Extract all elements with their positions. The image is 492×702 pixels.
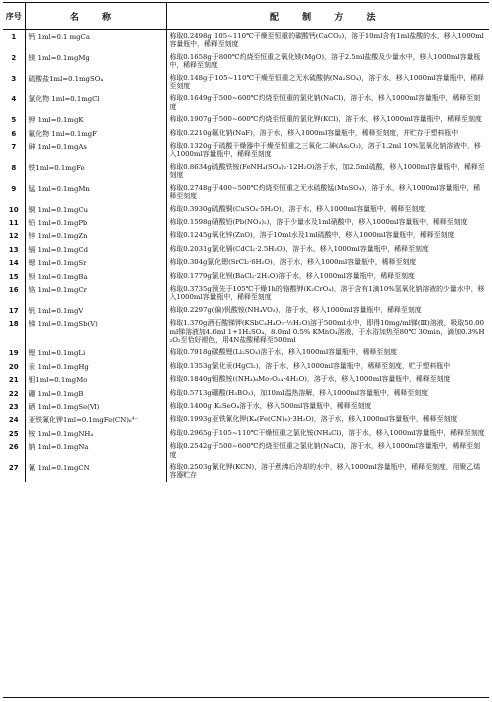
row-preparation-method: 称取0.1400g K₂SeO₄溶于水，移入500ml容量瓶中，稀释至刻度 bbox=[166, 400, 489, 413]
table-row bbox=[3, 92, 489, 113]
table-row bbox=[3, 304, 489, 317]
row-preparation-method: 称取0.304g氯化锶(SrCl₂·6H₂O)，溶于水，移入1000ml容量瓶中，稀释至刻度 bbox=[166, 256, 489, 269]
row-solution-name: 铁1ml=0.1mgFe bbox=[25, 161, 166, 182]
table-row bbox=[3, 317, 489, 346]
row-solution-name: 汞 1ml=0.1mgHg bbox=[25, 360, 166, 373]
row-preparation-method: 称取0.2210g氟化钠(NaF)，溶于水，移入1000ml容量瓶中，稀释至刻度，并贮存于塑料瓶中 bbox=[166, 127, 489, 140]
table-row bbox=[3, 243, 489, 256]
row-solution-name: 锑 1ml=0.1mgSb(Ⅴ) bbox=[25, 317, 166, 346]
header-index: 序号 bbox=[3, 3, 25, 30]
row-preparation-method: 称取0.1649g于500~600℃灼烧至恒重的氯化钠(NaCl)，溶于水，移入1000ml容量瓶中，稀释至刻度 bbox=[166, 92, 489, 113]
table-row bbox=[3, 30, 489, 51]
row-index: 23 bbox=[8, 403, 19, 411]
row-preparation-method: 称取0.2965g于105~110℃干燥恒重之氯化铵(NH₄Cl)，溶于水，移入1000ml容量瓶中，稀释至刻度 bbox=[166, 427, 489, 440]
row-index: 5 bbox=[11, 116, 17, 125]
row-solution-name: 钡 1ml=0.1mgBa bbox=[25, 270, 166, 283]
row-index: 26 bbox=[8, 443, 19, 452]
row-solution-name: 钾 1ml=0.1mgK bbox=[25, 113, 166, 126]
table-row bbox=[3, 182, 489, 203]
table-row bbox=[3, 229, 489, 242]
table-row bbox=[3, 127, 489, 140]
row-preparation-method: 称取0.3930g硫酸铜(CuSO₄·5H₂O)，溶于水，移入1000ml容量瓶中，稀释至刻度 bbox=[166, 203, 489, 216]
row-solution-name: 铜 1ml=0.1mgCu bbox=[25, 203, 166, 216]
table-body bbox=[3, 30, 489, 482]
row-preparation-method: 称取0.1320g于硫酸干燥器中干燥至恒重之三氧化二砷(As₂O₃)，溶于1.2ml 10%氢氧化钠溶液中，移入1000ml容量瓶中，稀释至刻度 bbox=[166, 140, 489, 161]
standard-solutions-table-page bbox=[3, 2, 489, 698]
row-preparation-method: 称取0.1993g亚铁氰化钾(K₄(Fe(CN)₆)·3H₂O)，溶于水，移入1000ml容量瓶中，稀释至刻度 bbox=[166, 413, 489, 426]
row-solution-name: 氯化物 1ml=0.1mgCl bbox=[25, 92, 166, 113]
table-row bbox=[3, 400, 489, 413]
row-index: 10 bbox=[8, 205, 19, 214]
table-row bbox=[3, 113, 489, 126]
table-row bbox=[3, 373, 489, 386]
row-solution-name: 铬 1ml=0.1mgCr bbox=[25, 283, 166, 304]
table-row bbox=[3, 270, 489, 283]
row-solution-name: 钙 1ml=0.1 mgCa bbox=[25, 30, 166, 51]
row-index: 16 bbox=[8, 285, 19, 294]
row-solution-name: 镁 1ml=0.1mgMg bbox=[25, 51, 166, 72]
row-solution-name: 铵 1ml=0.1mgNH₄ bbox=[25, 427, 166, 440]
row-solution-name: 锂 1ml=0.1mgLi bbox=[25, 346, 166, 359]
row-preparation-method: 称取0.7918g碳酸锂(Li₂SO₄)溶于水，移入1000ml容量瓶中，稀释至刻度 bbox=[166, 346, 489, 359]
row-preparation-method: 称取0.1779g氯化钡(BaCl₂·2H₂O)溶于水，移入1000ml容量瓶中，稀释至刻度 bbox=[166, 270, 489, 283]
row-index: 14 bbox=[8, 259, 19, 268]
row-index: 15 bbox=[8, 272, 19, 281]
row-solution-name: 锰 1ml=0.1mgMn bbox=[25, 182, 166, 203]
row-index: 1 bbox=[11, 33, 17, 41]
table-row bbox=[3, 140, 489, 161]
table-row bbox=[3, 461, 489, 482]
row-preparation-method: 称取0.2503g氰化钾(KCN)，溶于煮沸后冷却的水中，移入1000ml容量瓶中，稀释至刻度，用聚乙烯容器贮存 bbox=[166, 461, 489, 482]
table-row bbox=[3, 346, 489, 359]
row-preparation-method: 称取0.2542g于500~600℃灼烧至恒重之氯化钠(NaCl)，溶于水，移入1000ml容量瓶中，稀释至刻度 bbox=[166, 440, 489, 461]
row-preparation-method: 称取0.5713g硼酸(H₃BO₃)，加10ml温热溶解，移入1000ml容量瓶中，稀释至刻度 bbox=[166, 387, 489, 400]
row-solution-name: 砷 1ml=0.1mgAs bbox=[25, 140, 166, 161]
table-row bbox=[3, 360, 489, 373]
row-index: 7 bbox=[11, 143, 17, 152]
row-solution-name: 钒 1ml=0.1mgV bbox=[25, 304, 166, 317]
row-solution-name: 铅 1ml=0.1mgPb bbox=[25, 216, 166, 229]
row-index: 9 bbox=[11, 184, 17, 193]
row-index: 17 bbox=[8, 306, 19, 315]
row-solution-name: 氰 1ml=0.1mgCN bbox=[25, 461, 166, 482]
row-solution-name: 钠 1ml=0.1mgNa bbox=[25, 440, 166, 461]
row-index: 25 bbox=[8, 429, 19, 438]
row-preparation-method: 称取0.1598g硝酸铅(Pb(NO₃)₂)，溶于少量水及1ml硝酸中，移入1000ml容量瓶中，稀释至刻度 bbox=[166, 216, 489, 229]
table-row bbox=[3, 216, 489, 229]
table-row bbox=[3, 256, 489, 269]
row-solution-name: 硼 1ml=0.1mgB bbox=[25, 387, 166, 400]
table-row bbox=[3, 387, 489, 400]
row-index: 27 bbox=[8, 464, 19, 473]
row-preparation-method: 称取0.1907g于500~600℃灼烧至恒重的氯化钾(KCl)，溶于水，移入1000ml容量瓶中，稀释至刻度 bbox=[166, 113, 489, 126]
table-row bbox=[3, 51, 489, 72]
row-preparation-method: 称取0.8634g硫酸铁铵(FeNH₄(SO₄)₂·12H₂O)溶于水，加2.5ml硫酸，移入1000ml容量瓶中，稀释至刻度 bbox=[166, 161, 489, 182]
row-index: 3 bbox=[11, 74, 17, 83]
table-header bbox=[3, 3, 489, 30]
row-preparation-method: 称取1.370g酒石酸锑钾(KSbC₄H₄O₇·½H₂O)溶于500ml水中，即得10mg/ml锑(Ⅲ)溶液，吸取50.00ml锑溶液加4.6ml 1+1H₂SO₄，8.0ml 0.5% KMnO₄溶液，于水浴加热至80℃ 30min，滴加0.3%H₂O₂至恰好褪色，用4N盐酸稀释至500ml bbox=[166, 317, 489, 346]
row-index: 6 bbox=[11, 129, 17, 138]
row-index: 20 bbox=[8, 362, 19, 371]
row-solution-name: 锌 1ml=0.1mgZn bbox=[25, 229, 166, 242]
row-solution-name: 锶 1ml=0.1mgSr bbox=[25, 256, 166, 269]
table-row bbox=[3, 203, 489, 216]
row-preparation-method: 称取0.3735g预先于105℃干燥1h的铬酸钾(K₂CrO₄)，溶于含有1滴10%氢氧化钠溶液的少量水中，移入1000ml容量瓶中，稀释至刻度 bbox=[166, 283, 489, 304]
table-row bbox=[3, 413, 489, 426]
row-index: 18 bbox=[8, 320, 19, 329]
row-index: 24 bbox=[8, 416, 19, 425]
standard-solutions-table bbox=[3, 3, 489, 482]
row-preparation-method: 称取0.1353g氯化汞(HgCl₂)，溶于水，移入1000ml容量瓶中，稀释至刻度，贮于塑料瓶中 bbox=[166, 360, 489, 373]
header-method: 配 制 方 法 bbox=[166, 3, 489, 30]
row-preparation-method: 称取0.1840g钼酸铵((NH₄)₆Mo₇O₂₄·4H₂O)，溶于水，移入1000ml容量瓶中，稀释至刻度 bbox=[166, 373, 489, 386]
row-solution-name: 镉 1ml=0.1mgCd bbox=[25, 243, 166, 256]
row-index: 19 bbox=[8, 349, 19, 358]
row-index: 22 bbox=[8, 389, 19, 398]
row-preparation-method: 称取0.148g于105~110℃干燥至恒重之无水硫酸钠(Na₂SO₄)，溶于水，移入1000ml容量瓶中，稀释至刻度 bbox=[166, 72, 489, 93]
row-solution-name: 硒 1ml=0.1mgSe(Ⅵ) bbox=[25, 400, 166, 413]
row-preparation-method: 称取0.2297g(偏)钒酸铵(NH₄VO₃)，溶于水，移入1000ml容量瓶中，稀释至刻度 bbox=[166, 304, 489, 317]
table-row bbox=[3, 440, 489, 461]
row-index: 12 bbox=[8, 232, 19, 241]
row-index: 8 bbox=[11, 163, 17, 172]
header-name: 名 称 bbox=[25, 3, 166, 30]
table-row bbox=[3, 161, 489, 182]
row-solution-name: 钼1ml=0.1mgMo bbox=[25, 373, 166, 386]
row-index: 11 bbox=[8, 218, 19, 227]
row-preparation-method: 称取0.1245g氧化锌(ZnO)，溶于10ml水及1ml硫酸中，移入1000ml容量瓶中，稀释至刻度 bbox=[166, 229, 489, 242]
row-index: 13 bbox=[8, 245, 19, 254]
row-solution-name: 氟化物 1ml=0.1mgF bbox=[25, 127, 166, 140]
row-index: 2 bbox=[11, 53, 17, 62]
table-row bbox=[3, 427, 489, 440]
header-row bbox=[3, 3, 489, 30]
row-preparation-method: 称取0.2748g于400~500℃灼烧至恒重之无水硫酸锰(MnSO₄)，溶于水，移入1000ml容量瓶中，稀释至刻度 bbox=[166, 182, 489, 203]
table-row bbox=[3, 72, 489, 93]
row-preparation-method: 称取0.2498g 105~110℃干燥至恒重的碳酸钙(CaCO₃)，溶于10ml含有1ml盐酸的水，移入1000ml容量瓶中，稀释至刻度 bbox=[166, 30, 489, 51]
row-index: 4 bbox=[11, 95, 17, 104]
row-solution-name: 硫酸盐1ml=0.1mgSO₄ bbox=[25, 72, 166, 93]
row-index: 21 bbox=[8, 376, 19, 385]
row-preparation-method: 称取0.1658g于800℃灼烧至恒重之氧化镁(MgO)，溶于2.5ml盐酸及少量水中，移入1000ml容量瓶中，稀释至刻度 bbox=[166, 51, 489, 72]
row-preparation-method: 称取0.2031g氯化镉(CdCl₂·2.5H₂O)，溶于水，移入1000ml容量瓶中，稀释至刻度 bbox=[166, 243, 489, 256]
table-row bbox=[3, 283, 489, 304]
row-solution-name: 亚铁氰化钾1ml=0.1mgFe(CN)₆⁴⁻ bbox=[25, 413, 166, 426]
